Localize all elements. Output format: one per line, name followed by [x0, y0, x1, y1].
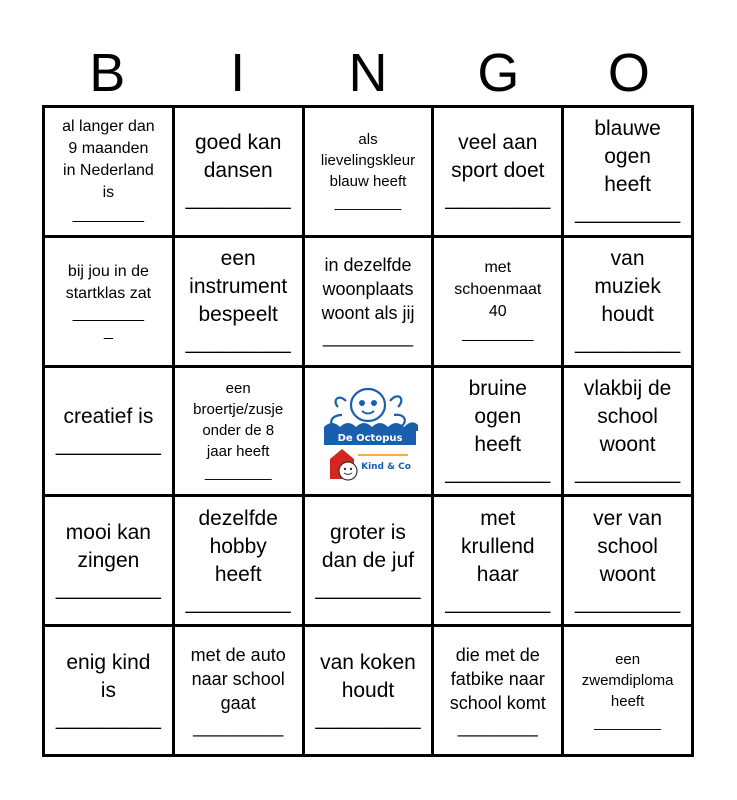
bingo-cell[interactable]: [434, 497, 561, 624]
cell-text: vlakbij de school woont: [583, 376, 672, 456]
cell-text: in dezelfde woonplaats woont als jij: [321, 255, 415, 324]
bingo-grid: [42, 105, 694, 757]
bingo-cell[interactable]: [564, 238, 691, 365]
cell-blank: _________: [193, 716, 284, 737]
cell-blank: ________: [334, 194, 402, 212]
cell-text: al langer dan 9 maanden in Nederland is: [62, 118, 155, 202]
cell-text: blauwe ogen heeft: [594, 117, 661, 197]
bingo-header: [42, 40, 694, 106]
cell-text: met de auto naar school gaat: [190, 644, 286, 713]
cell-text: een broertje/zusje onder de 8 jaar heeft: [193, 380, 284, 461]
cell-blank: _________: [55, 706, 161, 730]
bingo-cell[interactable]: [305, 627, 432, 754]
cell-blank: ________: [204, 464, 272, 482]
header-letter-b: B: [89, 43, 126, 103]
bingo-cell[interactable]: [175, 368, 302, 495]
cell-text: bij jou in de startklas zat: [65, 263, 152, 303]
cell-blank: _________: [445, 187, 551, 211]
cell-text: mooi kan zingen: [65, 520, 151, 572]
cell-blank: _________: [55, 576, 161, 600]
cell-blank: _________: [185, 187, 291, 211]
bingo-cell[interactable]: [564, 108, 691, 235]
cell-text: met krullend haar: [461, 506, 535, 586]
bingo-cell[interactable]: [434, 108, 561, 235]
cell-text: goed kan dansen: [194, 131, 282, 183]
cell-blank: _________: [322, 327, 414, 348]
bingo-cell[interactable]: [305, 497, 432, 624]
cell-blank: _________: [575, 590, 681, 614]
bingo-cell[interactable]: [434, 627, 561, 754]
octopus-logo-icon: [308, 371, 428, 491]
bingo-cell[interactable]: [564, 627, 691, 754]
cell-text: van muziek houdt: [594, 247, 661, 327]
cell-blank: _________: [315, 706, 421, 730]
free-space-cell[interactable]: [305, 368, 432, 495]
bingo-cell[interactable]: [175, 627, 302, 754]
cell-blank: _________: [575, 460, 681, 484]
cell-blank: ________: [462, 325, 534, 343]
header-letter-g: G: [477, 43, 520, 103]
cell-text: die met de fatbike naar school komt: [449, 644, 546, 713]
cell-text: van koken houdt: [320, 650, 416, 702]
bingo-cell[interactable]: [175, 238, 302, 365]
cell-text: bruine ogen heeft: [468, 376, 527, 456]
cell-blank: _________: [55, 432, 161, 456]
logo-name-text: De Octopus: [337, 432, 403, 444]
bingo-cell[interactable]: [175, 497, 302, 624]
logo-sub-text: Kind & Co: [361, 461, 411, 472]
cell-text: een instrument bespeelt: [189, 247, 288, 327]
cell-blank: ________: [457, 716, 538, 737]
bingo-cell[interactable]: [45, 108, 172, 235]
bingo-cell[interactable]: [45, 368, 172, 495]
cell-text: een zwemdiploma heeft: [581, 650, 674, 710]
cell-blank: ________ _: [72, 305, 144, 341]
cell-blank: _________: [445, 460, 551, 484]
cell-blank: _________: [185, 331, 291, 355]
header-letter-n: N: [348, 43, 388, 103]
bingo-cell[interactable]: [305, 238, 432, 365]
bingo-cell[interactable]: [564, 497, 691, 624]
cell-blank: ________: [594, 713, 661, 731]
cell-text: als lievelingskleur blauw heeft: [320, 131, 416, 191]
cell-text: dezelfde hobby heeft: [198, 506, 278, 586]
cell-text: enig kind is: [66, 650, 151, 702]
cell-blank: _________: [185, 590, 291, 614]
cell-blank: _________: [315, 576, 421, 600]
bingo-cell[interactable]: [45, 497, 172, 624]
header-letter-o: O: [607, 43, 650, 103]
bingo-cell[interactable]: [434, 368, 561, 495]
bingo-cell[interactable]: [434, 238, 561, 365]
cell-blank: ________: [72, 206, 144, 224]
cell-blank: _________: [575, 331, 681, 355]
bingo-cell[interactable]: [564, 368, 691, 495]
cell-text: ver van school woont: [593, 506, 663, 586]
bingo-cell[interactable]: [175, 108, 302, 235]
cell-text: veel aan sport doet: [451, 131, 545, 183]
bingo-cell[interactable]: [45, 627, 172, 754]
cell-text: groter is dan de juf: [321, 520, 415, 572]
bingo-cell[interactable]: [305, 108, 432, 235]
cell-blank: _________: [575, 201, 681, 225]
header-letter-i: I: [230, 43, 246, 103]
cell-text: creatief is: [63, 404, 154, 428]
cell-text: met schoenmaat 40: [454, 259, 542, 321]
cell-blank: _________: [445, 590, 551, 614]
bingo-cell[interactable]: [45, 238, 172, 365]
